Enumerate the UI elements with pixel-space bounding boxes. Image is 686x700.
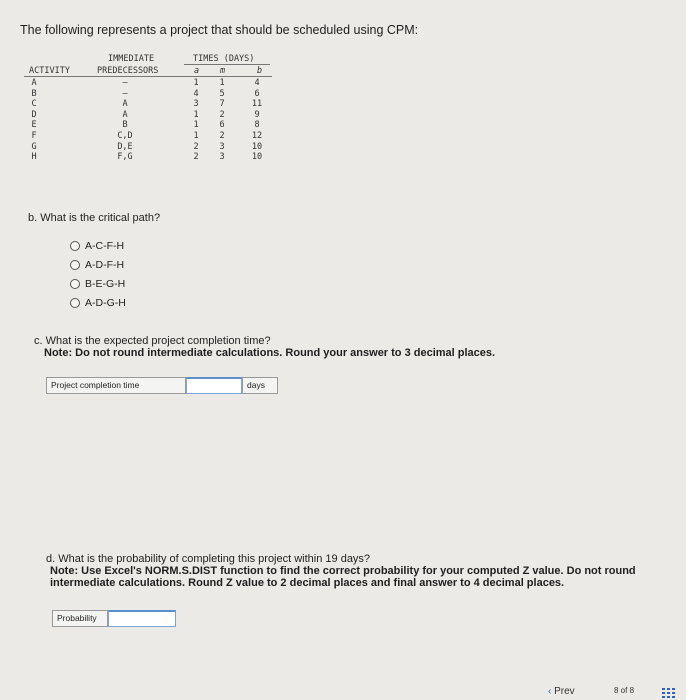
predecessor-cell: A xyxy=(122,109,128,120)
a-cell: 2 xyxy=(193,152,199,163)
a-cell: 3 xyxy=(193,99,199,110)
part-d-question xyxy=(46,553,676,589)
a-cell: 2 xyxy=(193,141,199,152)
header-underline xyxy=(24,76,272,77)
critical-path-options xyxy=(70,236,126,312)
activity-cell: H xyxy=(31,152,37,163)
prev-label: Prev xyxy=(554,686,575,697)
a-cell: 4 xyxy=(193,88,199,99)
option-a-d-f-h[interactable] xyxy=(70,255,126,274)
b-column xyxy=(246,78,268,163)
activity-cell: B xyxy=(31,88,37,99)
activity-cell: E xyxy=(31,120,37,131)
times-underline xyxy=(184,64,270,65)
probability-row xyxy=(52,610,176,627)
prev-button[interactable] xyxy=(548,686,575,697)
b-cell: 9 xyxy=(254,109,260,120)
predecessor-cell: D,E xyxy=(117,141,133,152)
option-a-c-f-h[interactable] xyxy=(70,236,126,255)
predecessor-cell: — xyxy=(122,78,128,88)
m-column xyxy=(214,78,230,163)
completion-time-label: Project completion time xyxy=(46,377,186,394)
completion-time-row xyxy=(46,377,278,394)
radio-icon[interactable] xyxy=(70,298,80,308)
predecessor-cell: B xyxy=(122,120,128,131)
m-cell: 6 xyxy=(219,120,225,131)
b-cell: 4 xyxy=(254,78,260,88)
activity-cell: F xyxy=(31,130,37,141)
option-b-e-g-h[interactable] xyxy=(70,274,126,293)
option-label: A-D-F-H xyxy=(85,258,125,271)
predecessor-cell: A xyxy=(122,99,128,110)
page-indicator: 8 of 8 xyxy=(614,686,635,695)
part-c-note: Note: Do not round intermediate calculations. Round your answer to 3 decimal places. xyxy=(44,347,496,359)
a-cell: 1 xyxy=(193,130,199,141)
radio-icon[interactable] xyxy=(70,279,80,289)
option-label: A-D-G-H xyxy=(85,296,126,309)
predecessors-column xyxy=(102,78,148,163)
header-activity: ACTIVITY xyxy=(29,66,70,76)
part-b-question: b. What is the critical path? xyxy=(28,212,161,224)
b-cell: 11 xyxy=(251,99,263,110)
m-cell: 7 xyxy=(219,99,225,110)
b-cell: 6 xyxy=(254,88,260,99)
activity-column xyxy=(24,78,44,163)
part-d-text: d. What is the probability of completing this project within 19 days? xyxy=(46,553,371,565)
m-cell: 5 xyxy=(219,88,225,99)
m-cell: 2 xyxy=(219,109,225,120)
header-m: m xyxy=(220,66,226,76)
intro-text: The following represents a project that should be scheduled using CPM: xyxy=(20,23,419,37)
m-cell: 3 xyxy=(219,141,225,152)
header-predecessors-2: PREDECESSORS xyxy=(97,66,159,76)
probability-label: Probability xyxy=(52,610,108,627)
header-times: TIMES (DAYS) xyxy=(193,54,255,64)
header-b: b xyxy=(257,66,263,76)
m-cell: 2 xyxy=(219,130,225,141)
a-cell: 1 xyxy=(193,109,199,120)
part-d-note: Note: Use Excel's NORM.S.DIST function to find the correct probability for your computed Z value. Do not round intermediate calculations. Round Z value to 2 decimal places and final answer to 4 decimal places. xyxy=(50,565,636,589)
predecessor-cell: F,G xyxy=(117,152,133,163)
a-cell: 1 xyxy=(193,78,199,88)
part-c-text: c. What is the expected project completion time? xyxy=(34,335,271,347)
m-cell: 1 xyxy=(219,78,225,88)
b-cell: 10 xyxy=(251,152,263,163)
completion-time-input[interactable] xyxy=(186,377,242,394)
option-label: B-E-G-H xyxy=(85,277,126,290)
b-cell: 10 xyxy=(251,141,263,152)
option-a-d-g-h[interactable] xyxy=(70,293,126,312)
b-cell: 12 xyxy=(251,130,263,141)
part-c-question xyxy=(34,335,495,359)
b-cell: 8 xyxy=(254,120,260,131)
activity-cell: G xyxy=(31,141,37,152)
grid-icon[interactable] xyxy=(662,688,676,698)
predecessor-cell: C,D xyxy=(117,130,133,141)
predecessor-cell: — xyxy=(122,88,128,99)
activity-cell: D xyxy=(31,109,37,120)
option-label: A-C-F-H xyxy=(85,239,125,252)
radio-icon[interactable] xyxy=(70,241,80,251)
activity-cell: A xyxy=(31,78,37,88)
probability-input[interactable] xyxy=(108,610,176,627)
header-predecessors-1: IMMEDIATE xyxy=(108,54,155,64)
chevron-left-icon: ‹ xyxy=(548,686,552,697)
a-column xyxy=(188,78,204,163)
radio-icon[interactable] xyxy=(70,260,80,270)
completion-time-unit: days xyxy=(242,377,278,394)
header-a: a xyxy=(194,66,200,76)
m-cell: 3 xyxy=(219,152,225,163)
activity-cell: C xyxy=(31,99,37,110)
a-cell: 1 xyxy=(193,120,199,131)
